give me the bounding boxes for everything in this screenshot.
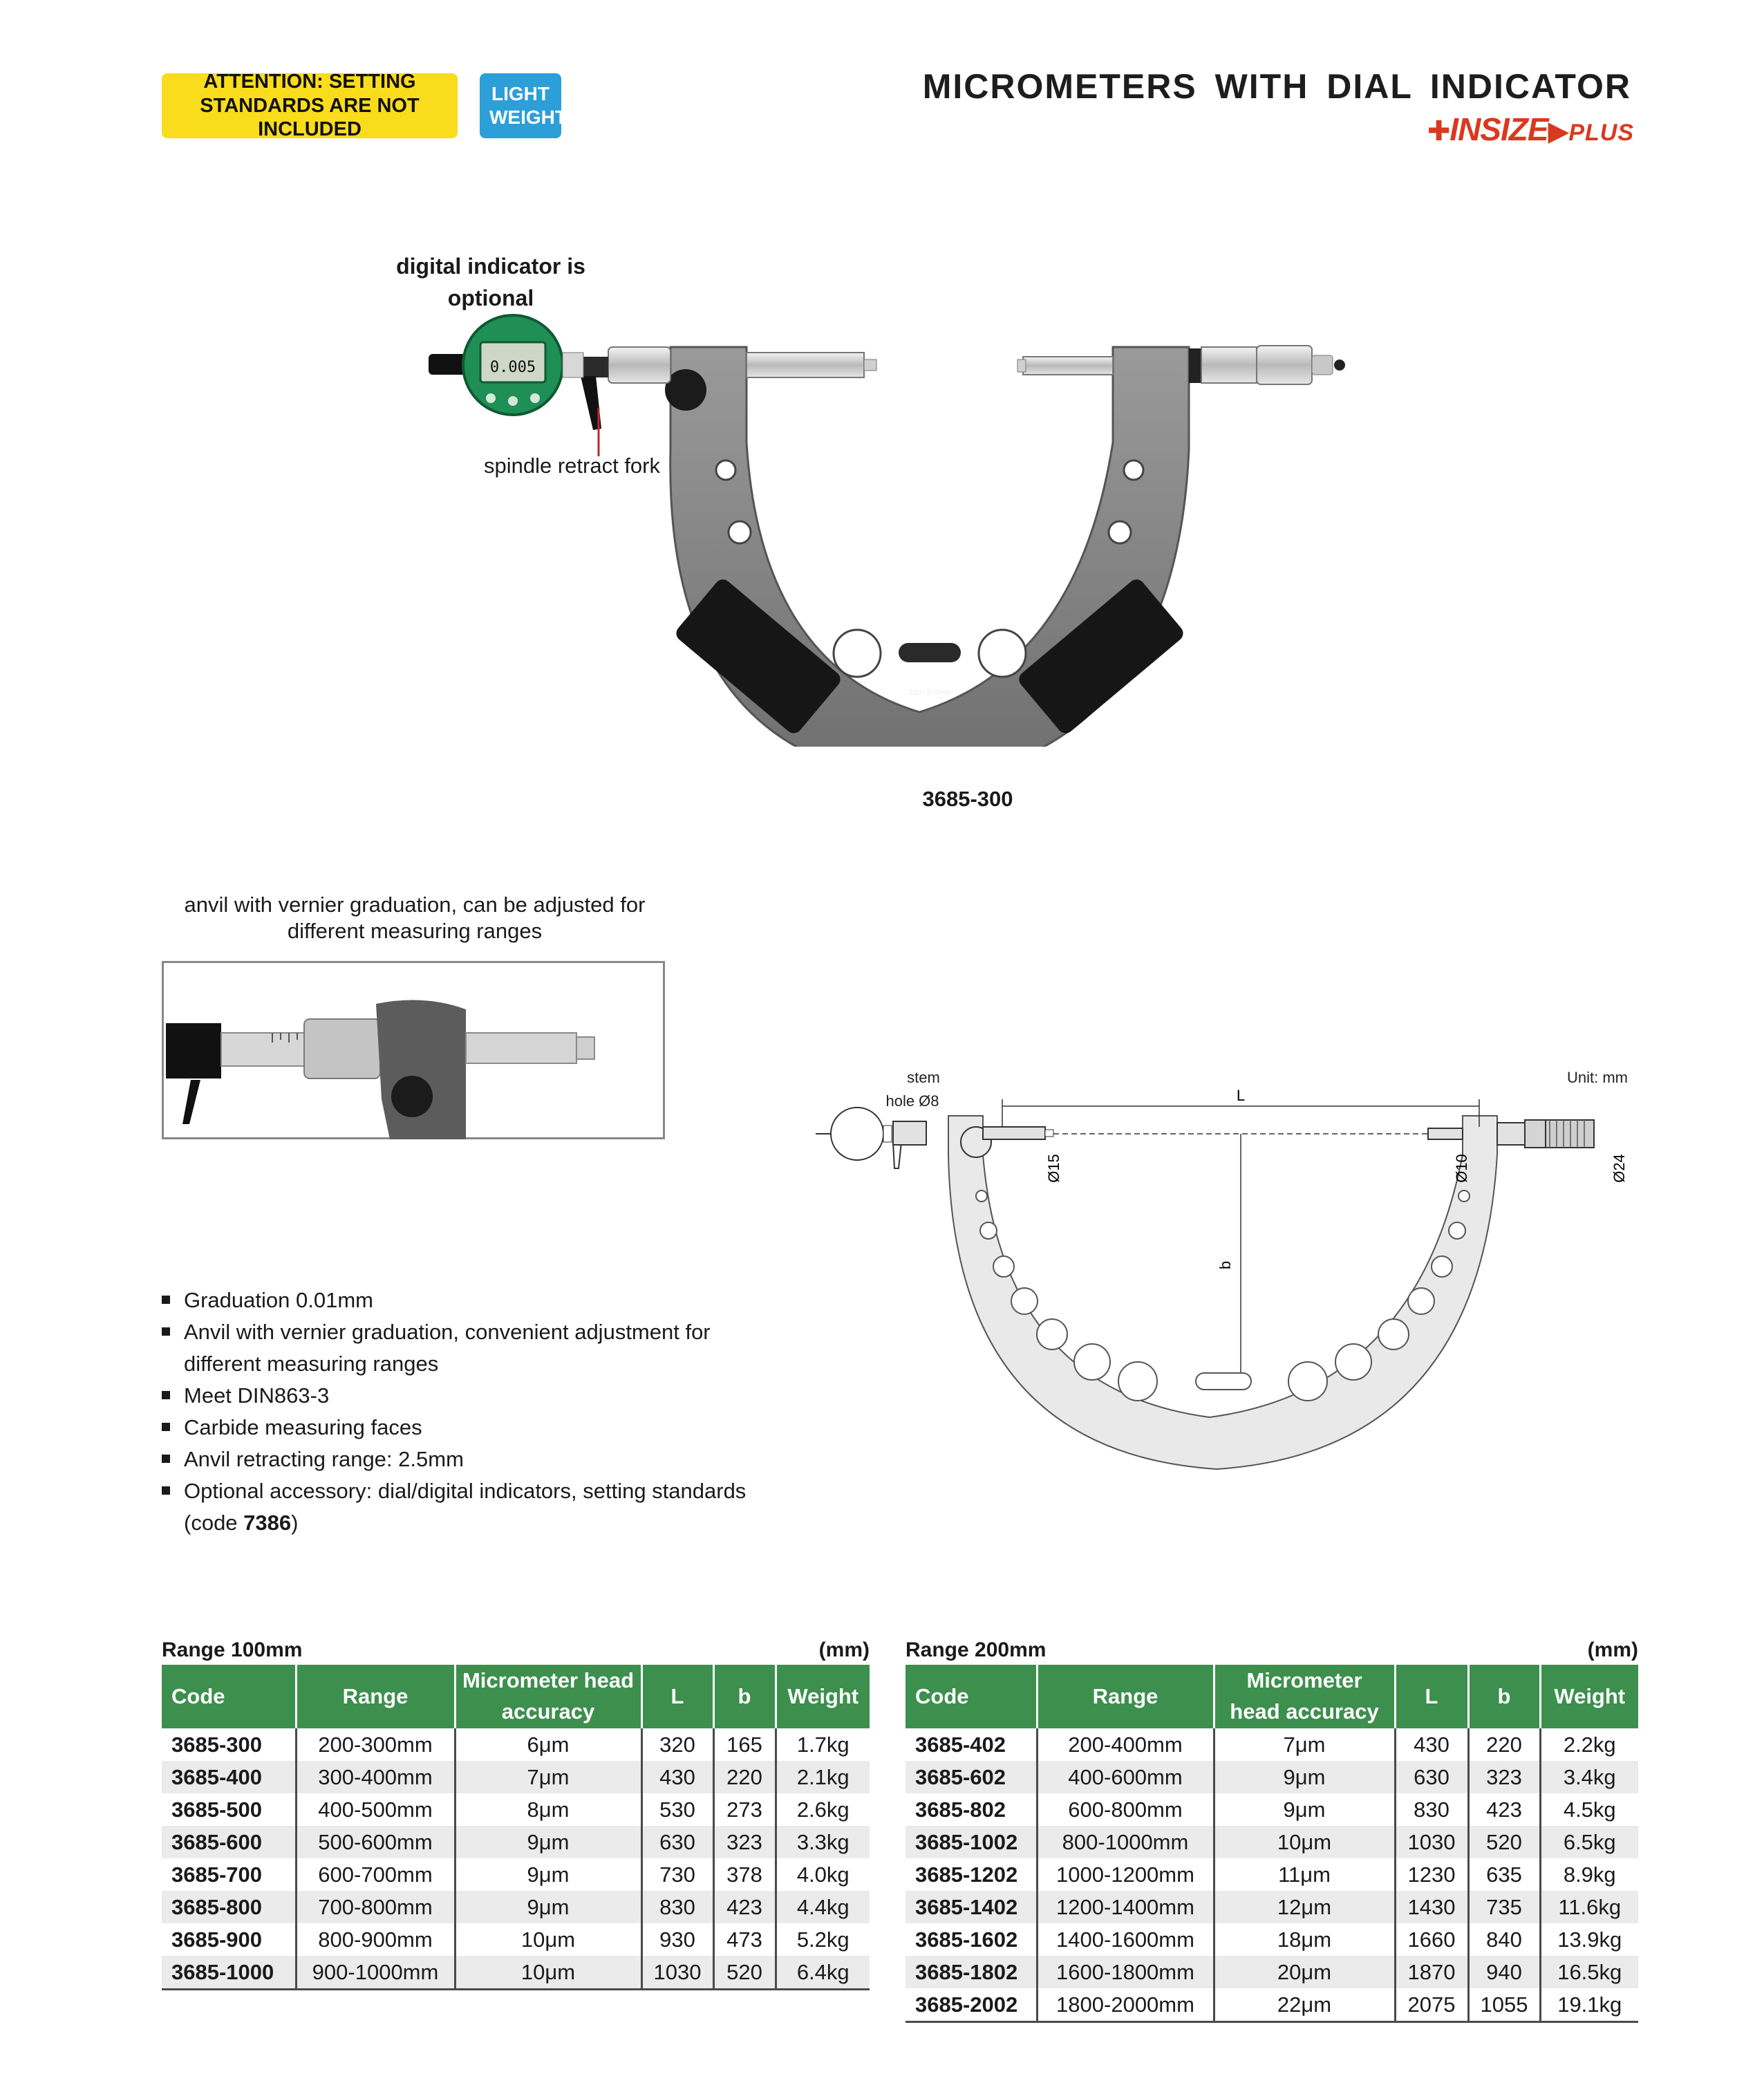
feature-list: [162, 1285, 784, 1539]
brand-left-arrow-icon: ✚: [1427, 116, 1450, 147]
cell-weight: 6.4kg: [776, 1956, 870, 1990]
right-anvil: [1023, 357, 1113, 375]
table2-unit: (mm): [1587, 1638, 1638, 1661]
cell-code: 3685-1002: [906, 1826, 1037, 1858]
cell-L: 630: [641, 1826, 713, 1858]
cell-code: 3685-602: [906, 1761, 1037, 1793]
col-header-code: Code: [906, 1665, 1037, 1728]
cell-b: 473: [713, 1923, 776, 1956]
feature-text: Optional accessory: dial/digital indicators, setting standards (code: [184, 1479, 747, 1535]
cell-weight: 3.3kg: [776, 1826, 870, 1858]
cell-range: 800-1000mm: [1037, 1826, 1214, 1858]
cell-L: 930: [641, 1923, 713, 1956]
col-header-b: b: [713, 1665, 776, 1728]
table-row: [906, 1858, 1638, 1891]
dimension-L: L: [1236, 1087, 1246, 1104]
cell-accuracy: 9μm: [1214, 1761, 1395, 1793]
cell-weight: 19.1kg: [1540, 1988, 1638, 2022]
cell-weight: 6.5kg: [1540, 1826, 1638, 1858]
light-weight-badge-text: LIGHT WEIGHT: [489, 83, 567, 128]
cell-weight: 11.6kg: [1540, 1891, 1638, 1923]
cell-b: 840: [1468, 1923, 1540, 1956]
detail-frame: [376, 1000, 466, 1139]
cell-weight: 8.9kg: [1540, 1858, 1638, 1891]
table-row: [162, 1761, 870, 1793]
diameter-15: Ø15: [1045, 1154, 1062, 1183]
table-row: [162, 1858, 870, 1891]
micrometer-sleeve: [1201, 347, 1257, 383]
detail-lock-knob: [391, 1076, 433, 1117]
range-100-table: [162, 1665, 870, 1990]
table-row: [906, 1956, 1638, 1988]
cell-accuracy: 10μm: [455, 1956, 641, 1990]
cell-range: 1600-1800mm: [1037, 1956, 1214, 1988]
cell-L: 320: [641, 1728, 713, 1761]
col-header-accuracy: Micrometer head accuracy: [1214, 1665, 1395, 1728]
cell-range: 700-800mm: [296, 1891, 455, 1923]
frame-marking: 200~300mm: [908, 689, 951, 697]
cell-b: 165: [713, 1728, 776, 1761]
cell-code: 3685-300: [171, 1732, 263, 1757]
cell-accuracy: 9μm: [455, 1826, 641, 1858]
anvil-caption: anvil with vernier graduation, can be adjusted for different measuring ranges: [184, 893, 646, 943]
cell-range: 600-800mm: [1037, 1793, 1214, 1826]
table2-title: Range 200mm: [906, 1638, 1047, 1661]
cell-range: 200-400mm: [1037, 1728, 1214, 1761]
cell-code: 3685-400: [162, 1761, 296, 1793]
col-header-range: Range: [1037, 1665, 1214, 1728]
page-title: MICROMETERS WITH DIAL INDICATOR: [922, 67, 1631, 106]
cell-L: 1870: [1395, 1956, 1468, 1988]
attention-badge: [162, 70, 458, 141]
table-row: [162, 1826, 870, 1858]
frame-hole: [1124, 460, 1143, 480]
cell-code: 3685-800: [162, 1891, 296, 1923]
cell-L: 830: [641, 1891, 713, 1923]
cell-weight: 2.2kg: [1540, 1728, 1638, 1761]
cell-weight: 13.9kg: [1540, 1923, 1638, 1956]
cell-b: 1055: [1468, 1988, 1540, 2022]
table-row: [906, 1761, 1638, 1793]
cell-weight: 4.5kg: [1540, 1793, 1638, 1826]
frame-hole: [729, 521, 751, 543]
feature-item: Anvil with vernier graduation, convenient adjustment for different measuring ranges: [162, 1316, 784, 1380]
table-row: [906, 1728, 1638, 1761]
col-header-L: L: [1395, 1665, 1468, 1728]
feature-item: Carbide measuring faces: [162, 1412, 784, 1444]
cell-accuracy: 6μm: [455, 1728, 641, 1761]
cell-L: 630: [1395, 1761, 1468, 1793]
col-header-code: Code: [162, 1665, 296, 1728]
cell-b: 378: [713, 1858, 776, 1891]
cell-range: 900-1000mm: [296, 1956, 455, 1990]
cell-weight: 16.5kg: [1540, 1956, 1638, 1988]
table-row: [162, 1793, 870, 1826]
cell-weight: 2.1kg: [776, 1761, 870, 1793]
table1-unit: (mm): [818, 1638, 870, 1661]
spindle-retract-fork-label: spindle retract fork: [484, 454, 660, 478]
brand-plus: PLUS: [1568, 120, 1634, 146]
cell-b: 520: [713, 1956, 776, 1990]
light-weight-badge: [480, 73, 567, 138]
cell-range: 300-400mm: [296, 1761, 455, 1793]
feature-item: Graduation 0.01mm: [162, 1285, 784, 1316]
cell-code: 3685-500: [171, 1797, 263, 1822]
cell-L: 1030: [1395, 1826, 1468, 1858]
cell-weight: 4.4kg: [776, 1891, 870, 1923]
anvil-detail-photo: [162, 961, 665, 1139]
table-row: [162, 1956, 870, 1990]
indicator-reading: 0.005: [489, 359, 536, 376]
cell-code: 3685-1602: [915, 1927, 1018, 1952]
table1-title: Range 100mm: [162, 1638, 303, 1661]
anvil-sleeve: [608, 347, 670, 383]
cell-range: 400-600mm: [1037, 1761, 1214, 1793]
col-header-weight: Weight: [1540, 1665, 1638, 1728]
cell-code: 3685-1000: [162, 1956, 296, 1990]
cell-accuracy: 10μm: [455, 1923, 641, 1956]
cell-L: 1030: [641, 1956, 713, 1990]
table-row: [906, 1891, 1638, 1923]
table-row: [906, 1826, 1638, 1858]
cell-range: 800-900mm: [296, 1923, 455, 1956]
unit-label: Unit: mm: [1567, 1069, 1628, 1086]
brand-right-arrow-icon: ▶: [1548, 116, 1569, 147]
cell-accuracy: 8μm: [455, 1793, 641, 1826]
cell-weight: 3.4kg: [1540, 1761, 1638, 1793]
table-row: [162, 1891, 870, 1923]
range-200-table-section: [906, 1638, 1638, 2023]
cell-accuracy: 9μm: [1214, 1793, 1395, 1826]
cell-b: 323: [713, 1826, 776, 1858]
cell-weight: 2.6kg: [776, 1793, 870, 1826]
cell-weight: 4.0kg: [776, 1858, 870, 1891]
indicator-note: digital indicator is optional: [396, 254, 585, 310]
cell-code: 3685-700: [171, 1862, 263, 1887]
cell-b: 423: [1468, 1793, 1540, 1826]
table-row: [906, 1923, 1638, 1956]
product-photo: [415, 304, 1410, 747]
frame-hole: [979, 630, 1026, 677]
col-header-L: L: [641, 1665, 713, 1728]
range-200-table: [906, 1665, 1638, 2023]
cell-code: 3685-402: [915, 1732, 1006, 1757]
table-row: [906, 1988, 1638, 2022]
feature-item: Anvil retracting range: 2.5mm: [162, 1444, 784, 1475]
cell-accuracy: 9μm: [455, 1891, 641, 1923]
cell-code: 3685-600: [162, 1826, 296, 1858]
cell-range: 200-300mm: [296, 1728, 455, 1761]
feature-item: [162, 1475, 784, 1539]
cell-L: 2075: [1395, 1988, 1468, 2022]
cell-code: 3685-1202: [915, 1862, 1018, 1887]
frame-hole: [716, 460, 735, 480]
cell-b: 220: [1468, 1728, 1540, 1761]
cell-L: 430: [641, 1761, 713, 1793]
brand-logo: [1427, 111, 1634, 148]
frame-nameplate: [899, 643, 961, 662]
cell-code: 3685-900: [171, 1927, 263, 1952]
range-100-table-section: [162, 1638, 870, 1990]
cell-b: 940: [1468, 1956, 1540, 1988]
left-spindle: [747, 353, 864, 377]
cell-code: 3685-2002: [906, 1988, 1037, 2022]
frame-hole: [1109, 521, 1131, 543]
micrometer-thimble: [1257, 346, 1312, 384]
setting-standard-code: 7386: [243, 1511, 292, 1535]
cell-L: 830: [1395, 1793, 1468, 1826]
cell-b: 423: [713, 1891, 776, 1923]
col-header-range: Range: [296, 1665, 455, 1728]
frame-hole: [834, 630, 881, 677]
cell-L: 1230: [1395, 1858, 1468, 1891]
cell-accuracy: 10μm: [1214, 1826, 1395, 1858]
model-label: 3685-300: [922, 787, 1013, 811]
diameter-10: Ø10: [1453, 1154, 1470, 1183]
cell-accuracy: 11μm: [1214, 1858, 1395, 1891]
cell-accuracy: 20μm: [1214, 1956, 1395, 1988]
attention-badge-text: ATTENTION: SETTING STANDARDS ARE NOT INCLUDED: [200, 70, 420, 141]
col-header-weight: Weight: [776, 1665, 870, 1728]
cell-L: 1430: [1395, 1891, 1468, 1923]
cell-range: 1200-1400mm: [1037, 1891, 1214, 1923]
cell-accuracy: 18μm: [1214, 1923, 1395, 1956]
cell-code: 3685-1802: [906, 1956, 1037, 1988]
cell-b: 323: [1468, 1761, 1540, 1793]
cell-accuracy: 9μm: [455, 1858, 641, 1891]
cell-accuracy: 7μm: [1214, 1728, 1395, 1761]
col-header-accuracy: Micrometer head accuracy: [455, 1665, 641, 1728]
cell-weight: 5.2kg: [776, 1923, 870, 1956]
cell-L: 730: [641, 1858, 713, 1891]
cell-accuracy: 7μm: [455, 1761, 641, 1793]
table-row: [162, 1923, 870, 1956]
cell-accuracy: 22μm: [1214, 1988, 1395, 2022]
feature-item: Meet DIN863-3: [162, 1380, 784, 1412]
cell-code: 3685-802: [915, 1797, 1006, 1822]
stem-label: stem: [907, 1069, 940, 1086]
cell-b: 735: [1468, 1891, 1540, 1923]
cell-range: 400-500mm: [296, 1793, 455, 1826]
cell-range: 600-700mm: [296, 1858, 455, 1891]
diameter-24: Ø24: [1611, 1154, 1628, 1183]
table-row: [906, 1793, 1638, 1826]
cell-range: 1000-1200mm: [1037, 1858, 1214, 1891]
cell-range: 1400-1600mm: [1037, 1923, 1214, 1956]
cell-L: 1660: [1395, 1923, 1468, 1956]
cell-weight: 1.7kg: [776, 1728, 870, 1761]
cell-range: 1800-2000mm: [1037, 1988, 1214, 2022]
cell-b: 220: [713, 1761, 776, 1793]
cell-b: 520: [1468, 1826, 1540, 1858]
feature-text-end: ): [291, 1511, 299, 1535]
hole-label: hole Ø8: [885, 1092, 939, 1110]
brand-name: INSIZE: [1449, 111, 1548, 147]
cell-L: 430: [1395, 1728, 1468, 1761]
cell-L: 530: [641, 1793, 713, 1826]
cell-code: 3685-1402: [906, 1891, 1037, 1923]
cell-accuracy: 12μm: [1214, 1891, 1395, 1923]
technical-drawing: [816, 1065, 1645, 1493]
dimension-b: b: [1217, 1260, 1234, 1270]
table-row: [162, 1728, 870, 1761]
cell-b: 635: [1468, 1858, 1540, 1891]
cell-b: 273: [713, 1793, 776, 1826]
cell-range: 500-600mm: [296, 1826, 455, 1858]
col-header-b: b: [1468, 1665, 1540, 1728]
